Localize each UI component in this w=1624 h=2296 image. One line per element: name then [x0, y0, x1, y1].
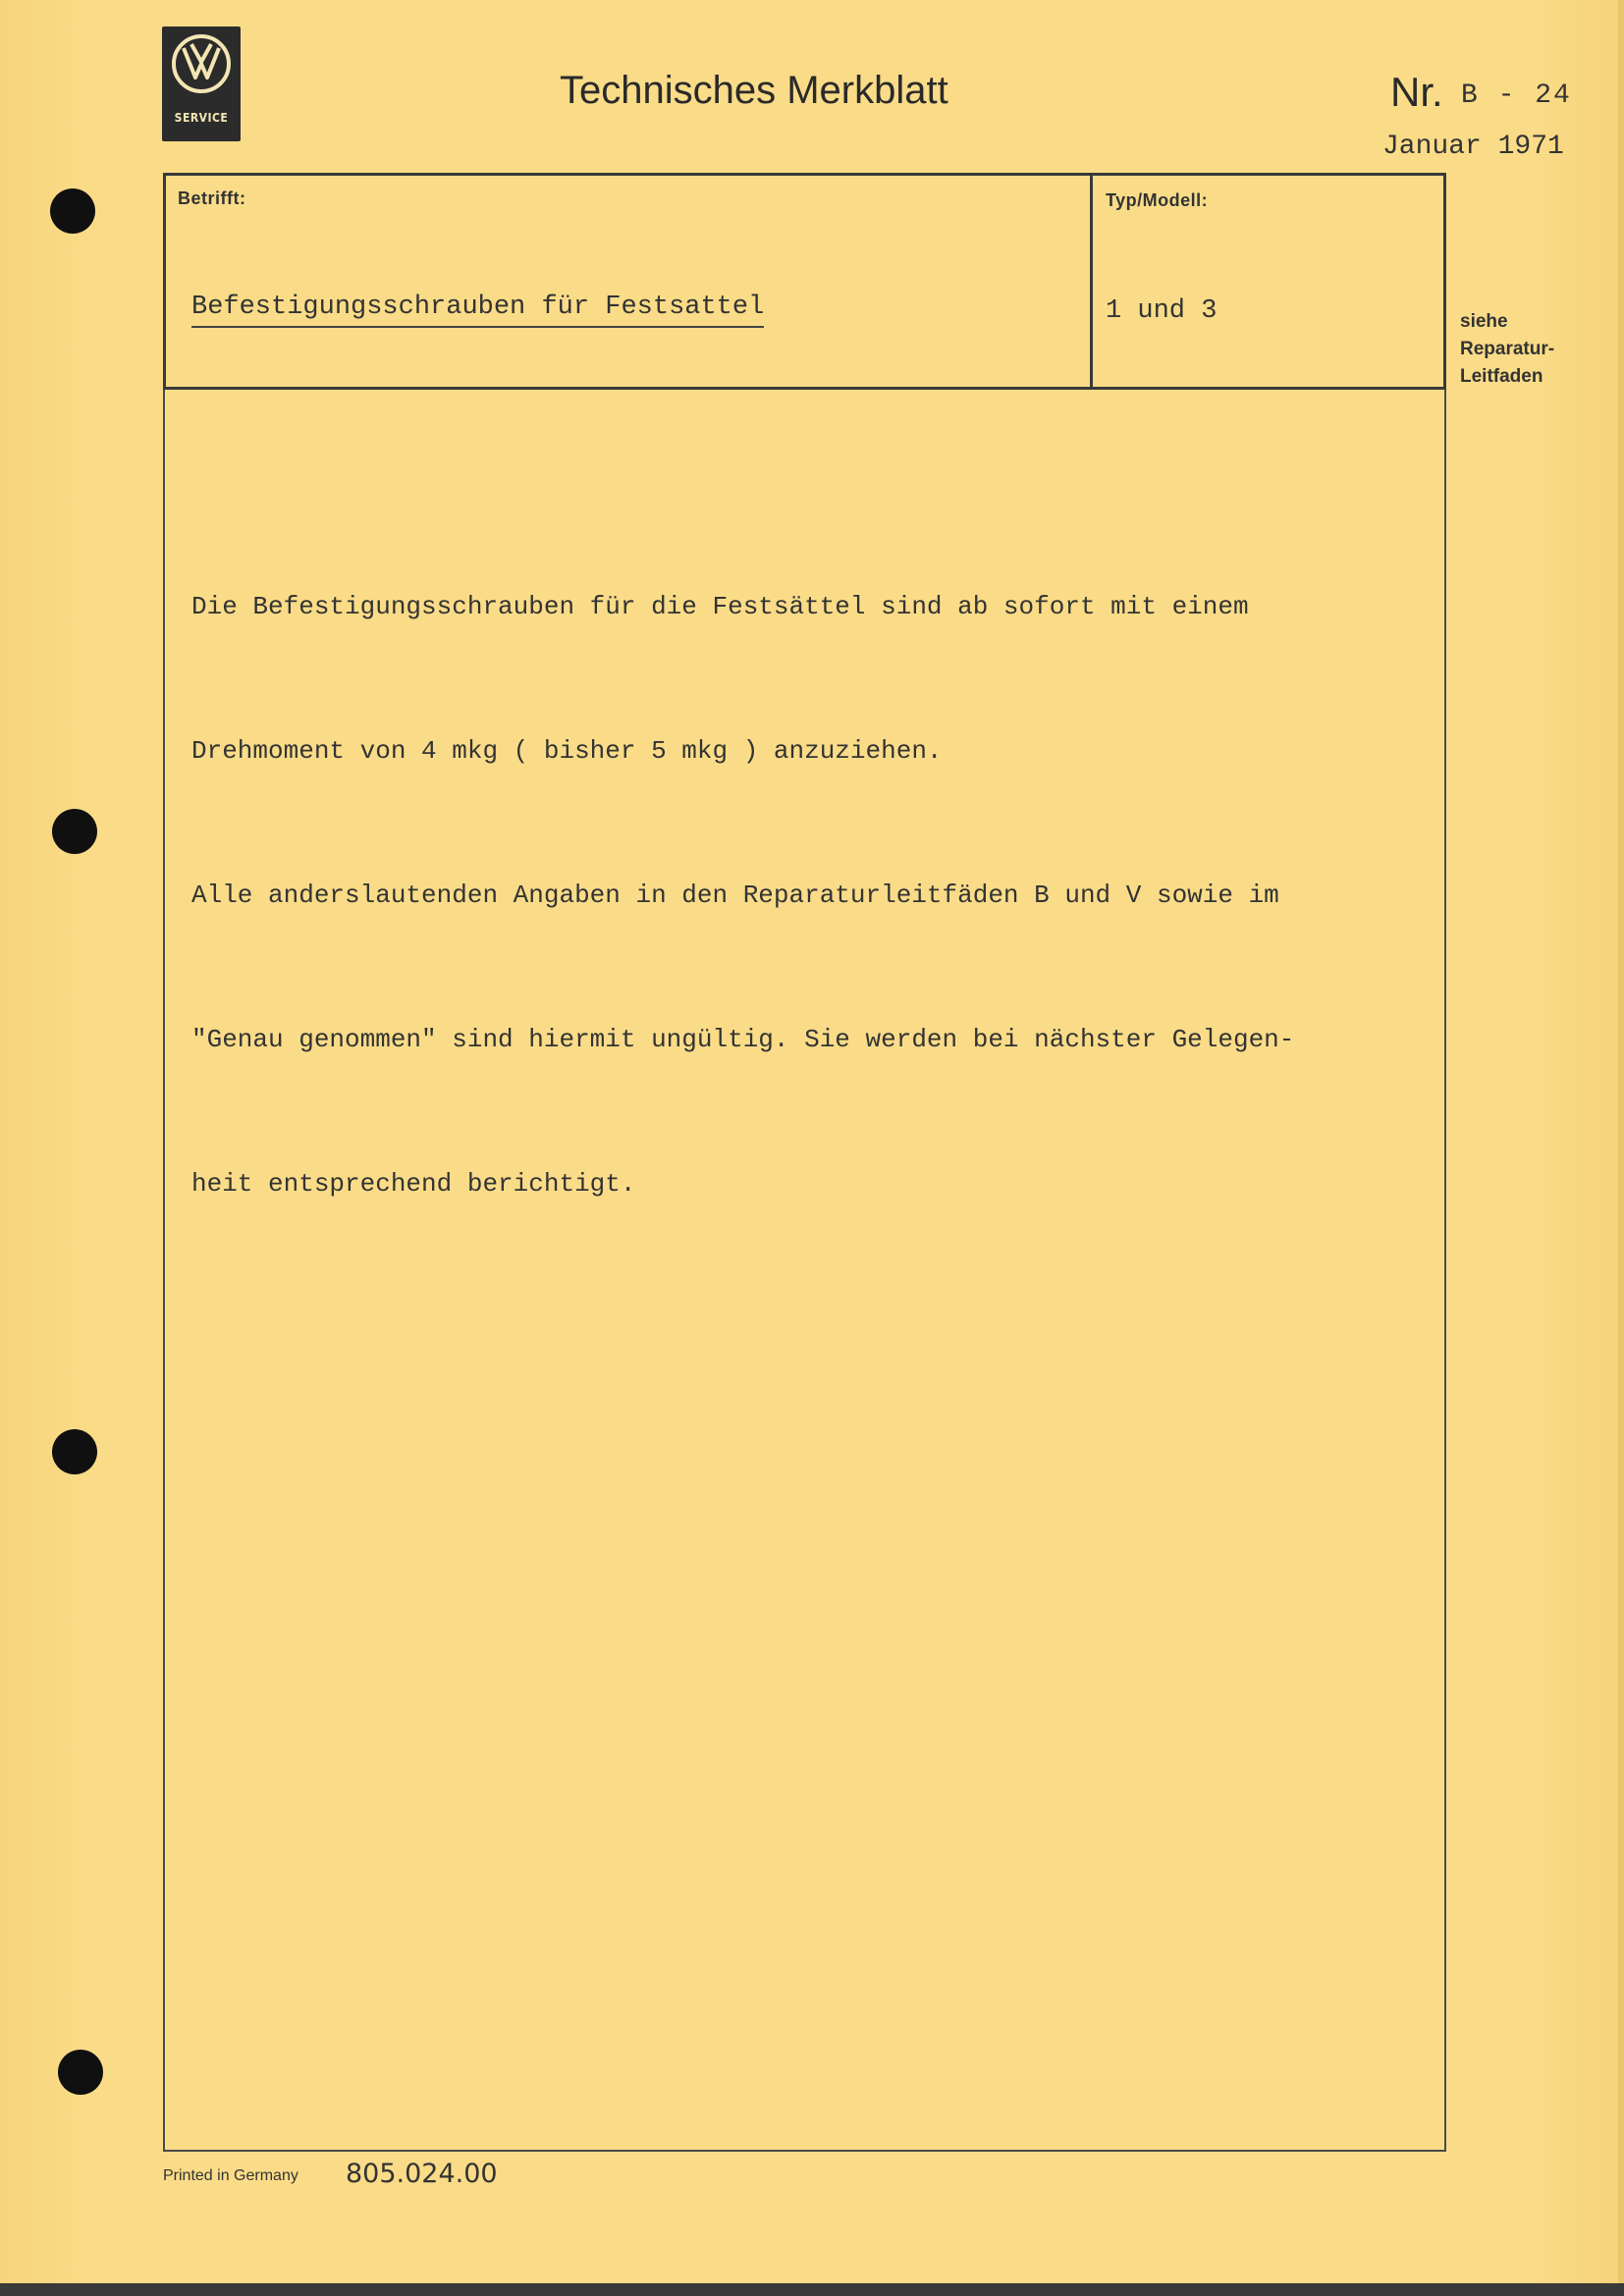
- body-line: "Genau genommen" sind hiermit ungültig. Sie werden bei nächster Gelegen-: [191, 1025, 1295, 1054]
- document-title: Technisches Merkblatt: [560, 69, 948, 112]
- form-header-box: [163, 173, 1446, 390]
- vw-service-logo: [162, 27, 241, 141]
- punch-hole: [58, 2050, 103, 2095]
- model-value: 1 und 3: [1106, 296, 1218, 326]
- subject-value: Befestigungsschrauben für Festsattel: [191, 293, 764, 328]
- number-label: Nr.: [1390, 69, 1443, 115]
- body-line: Drehmoment von 4 mkg ( bisher 5 mkg ) anzuziehen.: [191, 736, 943, 766]
- vw-logo-icon: [170, 32, 233, 95]
- punch-hole: [52, 1429, 97, 1474]
- body-line: Die Befestigungsschrauben für die Festsättel sind ab sofort mit einem: [191, 592, 1249, 621]
- document-number: B - 24: [1461, 80, 1572, 111]
- side-note-text: siehe Reparatur- Leitfaden: [1460, 311, 1555, 387]
- punch-hole: [52, 809, 97, 854]
- footer-printed: Printed in Germany: [163, 2167, 298, 2184]
- model-label: Typ/Modell:: [1106, 190, 1209, 210]
- paper-edge: [1618, 0, 1624, 2296]
- side-note: [1460, 308, 1578, 391]
- body-line: Alle anderslautenden Angaben in den Reparaturleitfäden B und V sowie im: [191, 881, 1279, 910]
- subject-label: Betrifft:: [178, 188, 246, 208]
- scan-bottom-strip: [0, 2283, 1624, 2296]
- document-date: Januar 1971: [1382, 132, 1564, 162]
- footer-form-number: 805.024.00: [346, 2159, 498, 2189]
- body-text: [191, 487, 1399, 1256]
- punch-hole: [50, 188, 95, 234]
- logo-service-text: SERVICE: [174, 111, 229, 125]
- body-line: heit entsprechend berichtigt.: [191, 1169, 636, 1199]
- form-column-divider: [1090, 173, 1093, 390]
